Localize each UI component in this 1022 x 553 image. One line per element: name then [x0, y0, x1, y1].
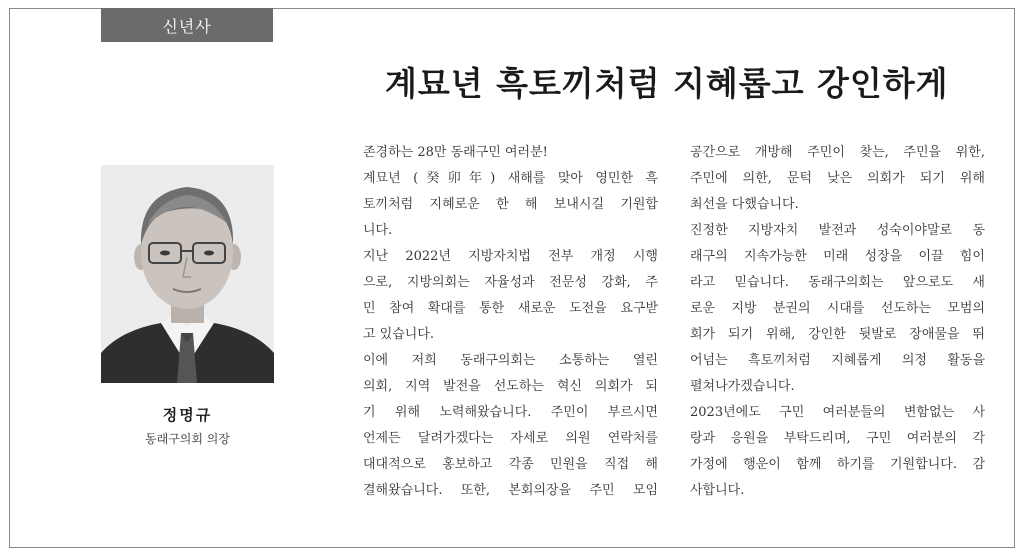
- text-line: 지난 2022년 지방자치법 전부 개정 시행: [363, 249, 658, 264]
- text-line: 민 참여 확대를 통한 새로운 도전을 요구받: [363, 301, 658, 316]
- text-line: 최선을 다했습니다.: [690, 197, 799, 212]
- author-title: 동래구의회 의장: [145, 432, 230, 446]
- text-line: 랑과 응원을 부탁드리며, 구민 여러분의 각: [690, 431, 985, 446]
- text-line: 로운 지방 분권의 시대를 선도하는 모범의: [690, 301, 985, 316]
- text-line: 토끼처럼 지혜로운 한 해 보내시길 기원합: [363, 197, 658, 212]
- text-line: 2023년에도 구민 여러분들의 변함없는 사: [690, 405, 985, 420]
- text-line: 존경하는 28만 동래구민 여러분!: [363, 145, 548, 160]
- section-tab: [101, 8, 273, 42]
- text-line: 이에 저희 동래구의회는 소통하는 열린: [363, 353, 658, 368]
- article-column-left: [363, 140, 658, 504]
- text-line: 래구의 지속가능한 미래 성장을 이끌 힘이: [690, 249, 985, 264]
- text-line: 공간으로 개방해 주민이 찾는, 주민을 위한,: [690, 145, 985, 160]
- article-column-right: [690, 140, 985, 504]
- text-line: 고 있습니다.: [363, 327, 435, 342]
- text-line: 언제든 달려가겠다는 자세로 의원 연락처를: [363, 431, 658, 446]
- text-line: 진정한 지방자치 발전과 성숙이야말로 동: [690, 223, 985, 238]
- text-line: 가정에 행운이 함께 하기를 기원합니다. 감: [690, 457, 985, 472]
- section-label: 신년사: [162, 16, 212, 36]
- author-name: 정명규: [162, 406, 213, 424]
- text-line: 대대적으로 홍보하고 각종 민원을 직접 해: [363, 457, 658, 472]
- text-line: 사합니다.: [690, 483, 745, 498]
- text-line: 의회, 지역 발전을 선도하는 혁신 의회가 되: [363, 379, 658, 394]
- text-line: 니다.: [363, 223, 393, 238]
- text-line: 어넘는 흑토끼처럼 지혜롭게 의정 활동을: [690, 353, 985, 368]
- text-line: 결해왔습니다. 또한, 본회의장을 주민 모임: [363, 483, 658, 498]
- text-line: 계묘년 (癸卯年) 새해를 맞아 영민한 흑: [363, 171, 658, 186]
- text-line: 기 위해 노력해왔습니다. 주민이 부르시면: [363, 405, 658, 420]
- headline: 계묘년 흑토끼처럼 지혜롭고 강인하게: [385, 64, 949, 103]
- text-line: 회가 되기 위해, 강인한 뒷발로 장애물을 뛰: [690, 327, 985, 342]
- text-line: 주민에 의한, 문턱 낮은 의회가 되기 위해: [690, 171, 985, 186]
- author-photo: [101, 165, 274, 383]
- text-line: 라고 믿습니다. 동래구의회는 앞으로도 새: [690, 275, 985, 290]
- text-line: 펼쳐나가겠습니다.: [690, 379, 795, 394]
- text-line: 으로, 지방의회는 자율성과 전문성 강화, 주: [363, 275, 658, 290]
